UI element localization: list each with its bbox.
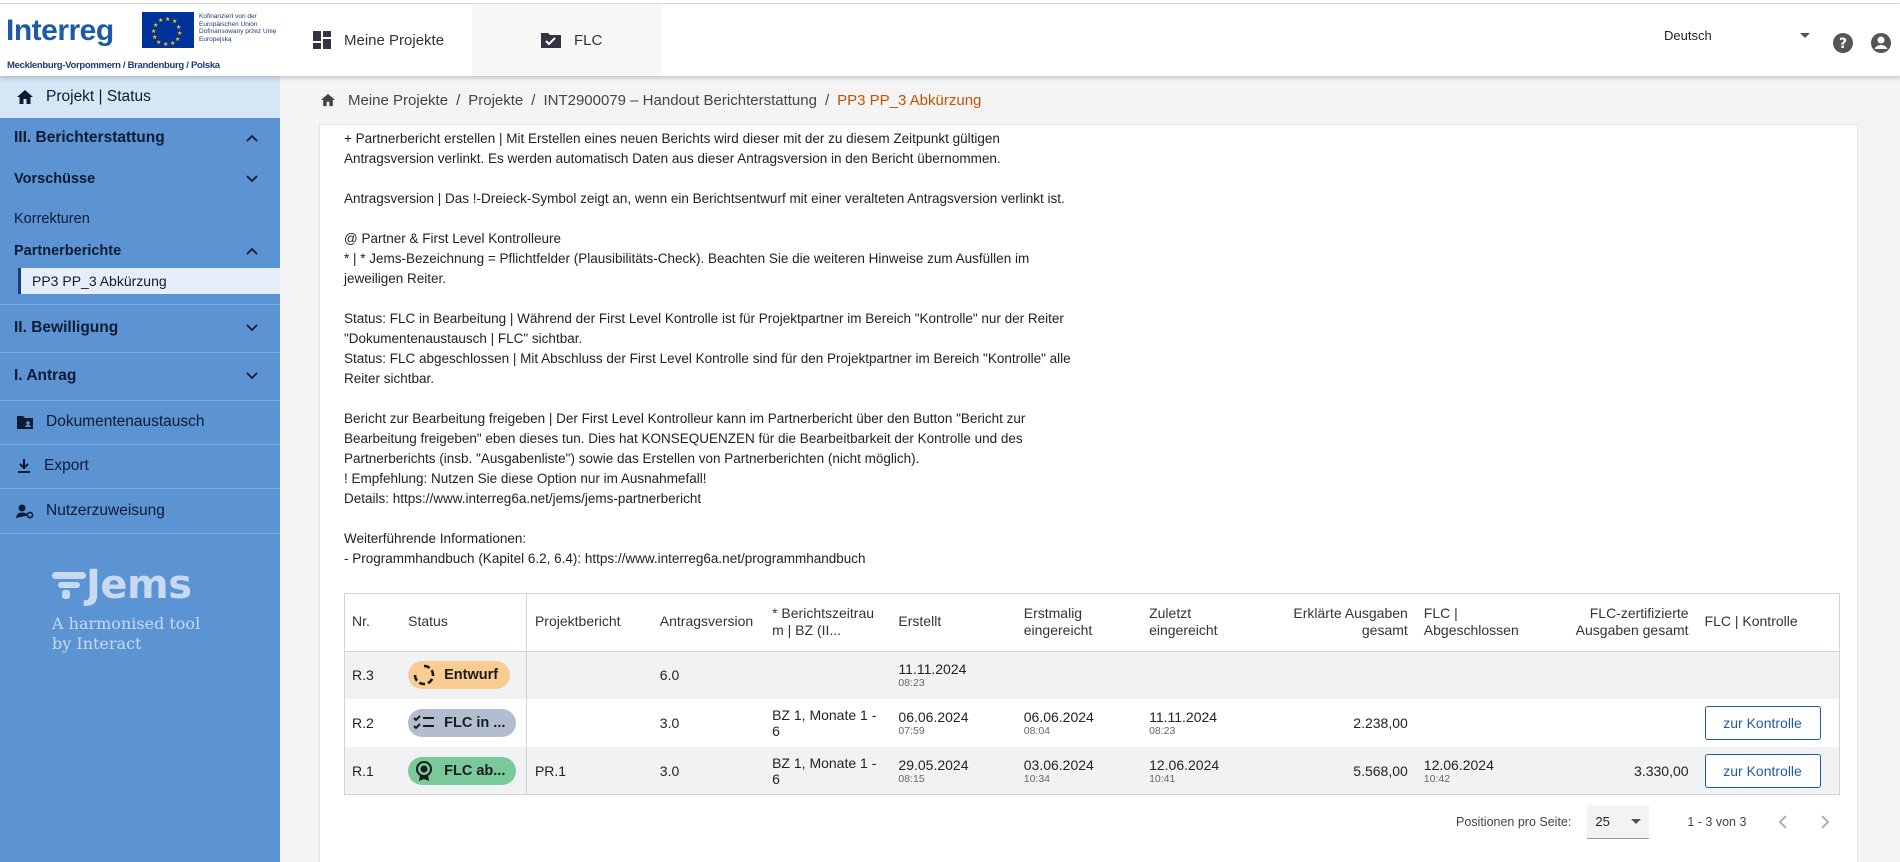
sidebar-item-label: III. Berichterstattung <box>14 129 165 146</box>
cell-first-submitted <box>1016 699 1141 747</box>
jems-logo <box>52 562 200 654</box>
cell-version: 6.0 <box>652 651 764 699</box>
table-row[interactable] <box>344 747 1840 795</box>
next-page-icon[interactable] <box>1820 815 1830 829</box>
language-value: Deutsch <box>1664 27 1712 43</box>
status-badge <box>408 757 516 785</box>
cell-flc-control <box>1697 747 1840 795</box>
cell-created <box>890 651 1015 699</box>
table-row[interactable] <box>344 651 1840 699</box>
home-icon[interactable] <box>320 93 336 107</box>
language-select[interactable] <box>1664 22 1816 48</box>
col-header-flc-certified[interactable]: FLC-zertifizierte Ausgaben gesamt <box>1546 593 1696 651</box>
divider <box>0 533 280 534</box>
info-line: Weiterführende Informationen: <box>344 531 527 546</box>
col-header-first-submitted[interactable]: Erstmalig eingereicht <box>1016 593 1141 651</box>
time: 07:59 <box>898 725 925 737</box>
info-line: "Dokumentenaustausch | FLC" sichtbar. <box>344 331 583 346</box>
jems-wordmark: Jems <box>86 562 192 608</box>
cell-report: PR.1 <box>526 747 651 795</box>
chevron-down-icon <box>246 372 258 380</box>
chevron-down-icon <box>246 175 258 183</box>
cell-status <box>400 651 526 699</box>
sidebar-section-application[interactable] <box>0 353 280 399</box>
nav-tab-flc[interactable] <box>472 4 662 76</box>
date: 03.06.2024 <box>1023 757 1094 773</box>
dashboard-icon <box>312 30 332 50</box>
sidebar-item-label: Export <box>44 457 89 474</box>
info-line: Antragsversion | Das !-Dreieck-Symbol zeigt an, wenn ein Berichtsentwurf mit einer veralteten Antragsversion verlinkt ist. <box>344 191 1065 206</box>
folder-shared-icon <box>16 415 34 430</box>
date: 11.11.2024 <box>1149 709 1218 725</box>
cell-nr: R.2 <box>344 699 400 747</box>
info-line: @ Partner & First Level Kontrolleure <box>344 231 562 246</box>
table-row[interactable] <box>344 699 1840 747</box>
col-header-last-submitted[interactable]: Zuletzt eingereicht <box>1141 593 1265 651</box>
cell-declared: 5.568,00 <box>1265 747 1415 795</box>
cell-created <box>890 699 1015 747</box>
chevron-up-icon <box>246 247 258 255</box>
chevron-down-icon <box>1800 33 1810 38</box>
breadcrumb-link-my-projects[interactable]: Meine Projekte <box>348 91 449 109</box>
cell-period: BZ 1, Monate 1 - 6 <box>764 699 890 747</box>
breadcrumb-separator: / <box>824 91 830 109</box>
jems-logo-icon <box>52 570 86 600</box>
info-line: + Partnerbericht erstellen | Mit Erstellen eines neuen Berichts wird dieser mit der zu diesem Zeitpunkt gültigen <box>344 131 1000 146</box>
user-gear-icon <box>16 503 34 519</box>
cell-period: BZ 1, Monate 1 - 6 <box>764 747 890 795</box>
eu-flag-icon: ★ ★ ★ ★ ★ ★ ★ ★ ★ ★ ★ ★ <box>142 12 194 48</box>
cell-declared: 2.238,00 <box>1265 699 1415 747</box>
sidebar-item-label: Projekt | Status <box>46 88 151 105</box>
date: 11.11.2024 <box>898 661 967 678</box>
sidebar-item-export[interactable] <box>0 445 280 487</box>
download-icon <box>16 458 32 474</box>
breadcrumb-link-projects[interactable]: Projekte <box>468 91 524 109</box>
open-control-button[interactable]: zur Kontrolle <box>1705 754 1821 788</box>
help-icon[interactable] <box>1832 32 1854 57</box>
sidebar-item-selected-partner[interactable]: PP3 PP_3 Abkürzung <box>18 268 280 294</box>
info-line: Details: https://www.interreg6a.net/jems/jems-partnerbericht <box>344 491 702 506</box>
info-line: Status: FLC in Bearbeitung | Während der First Level Kontrolle ist für Projektpartner im Bereich "Kontrolle" nur der Reiter <box>344 311 1064 326</box>
date: 12.06.2024 <box>1149 757 1220 773</box>
chevron-down-icon <box>1631 819 1641 824</box>
sidebar-item-partner-reports[interactable] <box>0 236 280 266</box>
nav-tab-my-projects-label: Meine Projekte <box>344 31 445 49</box>
sidebar-item-label: Dokumentenaustausch <box>46 413 205 430</box>
previous-page-icon[interactable] <box>1778 815 1788 829</box>
date: 06.06.2024 <box>898 709 969 725</box>
open-control-button[interactable]: zur Kontrolle <box>1705 706 1821 740</box>
col-header-report[interactable]: Projektbericht <box>526 593 651 651</box>
cell-last-submitted <box>1141 651 1265 699</box>
cell-first-submitted <box>1016 747 1141 795</box>
sidebar-section-reporting[interactable] <box>0 120 280 156</box>
time: 10:34 <box>1023 773 1051 785</box>
col-header-flc-done[interactable]: FLC | Abgeschlossen <box>1416 593 1546 651</box>
home-icon <box>16 89 34 105</box>
sidebar-item-label: II. Bewilligung <box>14 319 119 336</box>
certificate-icon <box>412 759 436 783</box>
chevron-up-icon <box>246 134 258 142</box>
account-icon[interactable] <box>1870 32 1892 57</box>
cell-created <box>890 747 1015 795</box>
cell-last-submitted <box>1141 699 1265 747</box>
info-line: * | * Jems-Bezeichnung = Pflichtfelder (Plausibilitäts-Check). Beachten Sie die weiteren Hinweise zum Ausfüllen im <box>344 251 1030 266</box>
page-range: 1 - 3 von 3 <box>1687 815 1747 829</box>
col-header-flc-control: FLC | Kontrolle <box>1697 593 1840 651</box>
cell-flc-control <box>1697 651 1840 699</box>
col-header-declared[interactable]: Erklärte Ausgaben gesamt <box>1265 593 1415 651</box>
partner-reports-table <box>344 593 1840 795</box>
cell-flc-done <box>1416 651 1546 699</box>
sidebar-item-documents[interactable] <box>0 401 280 443</box>
cell-flc-control <box>1697 699 1840 747</box>
info-line: ! Empfehlung: Nutzen Sie diese Option nur im Ausnahmefall! <box>344 471 707 486</box>
status-label: Entwurf <box>444 667 499 684</box>
time: 08:23 <box>1149 725 1176 737</box>
paginator <box>1456 801 1846 843</box>
date: 06.06.2024 <box>1023 709 1094 725</box>
breadcrumb-current: PP3 PP_3 Abkürzung <box>837 91 982 109</box>
info-line: Partnerberichts (insb. "Ausgabenliste") sowie das Erstellen von Partnerberichten (nicht möglich). <box>344 451 920 466</box>
logo-wordmark: Interreg <box>6 14 114 47</box>
sidebar <box>0 76 280 862</box>
time: 08:15 <box>898 773 925 785</box>
col-header-nr[interactable]: Nr. <box>344 593 400 651</box>
sidebar-item-user-assignment[interactable] <box>0 489 280 533</box>
page-size-label: Positionen pro Seite: <box>1456 815 1572 829</box>
sidebar-item-label: I. Antrag <box>14 367 77 384</box>
svg-text:?: ? <box>1838 36 1848 52</box>
cell-declared <box>1265 651 1415 699</box>
time: 10:42 <box>1423 773 1451 785</box>
cell-last-submitted <box>1141 747 1265 795</box>
status-badge <box>408 709 516 737</box>
cell-flc-done <box>1416 747 1546 795</box>
status-badge <box>408 661 510 689</box>
sidebar-item-project-status[interactable] <box>0 76 280 118</box>
cell-status <box>400 747 526 795</box>
cell-version: 3.0 <box>652 699 764 747</box>
cell-report <box>526 699 651 747</box>
checklist-icon <box>412 711 436 735</box>
cell-flc-certified <box>1546 699 1696 747</box>
folder-check-icon <box>540 31 562 49</box>
sidebar-item-label: Korrekturen <box>14 211 90 227</box>
cell-status <box>400 699 526 747</box>
breadcrumb-link-project[interactable]: INT2900079 – Handout Berichterstattung <box>543 91 817 109</box>
interreg-logo <box>6 8 276 74</box>
breadcrumb <box>280 76 1900 124</box>
info-line: jeweiligen Reiter. <box>344 271 447 286</box>
col-header-period[interactable]: * Berichtszeitraum | BZ (II... <box>764 593 890 651</box>
breadcrumb-separator: / <box>531 91 536 109</box>
sidebar-item-corrections[interactable] <box>0 204 280 234</box>
breadcrumb-separator: / <box>456 91 461 109</box>
main-content <box>319 124 1858 862</box>
program-region: Mecklenburg-Vorpommern / Brandenburg / Polska <box>7 60 220 71</box>
nav-tab-flc-label: FLC <box>574 31 603 49</box>
info-line: Antragsversion verlinkt. Es werden automatisch Daten aus dieser Antragsversion in den Bericht übernommen. <box>344 151 1001 166</box>
sidebar-item-label: Partnerberichte <box>14 243 122 259</box>
cell-flc-certified <box>1546 651 1696 699</box>
cell-report <box>526 651 651 699</box>
time: 08:23 <box>898 677 925 690</box>
col-header-version[interactable]: Antragsversion <box>652 593 764 651</box>
date: 29.05.2024 <box>898 757 969 773</box>
jems-tagline-2: by Interact <box>52 634 142 653</box>
status-label: FLC ab... <box>444 763 506 779</box>
info-line: - Programmhandbuch (Kapitel 6.2, 6.4): https://www.interreg6a.net/programmhandbuch <box>344 551 866 566</box>
info-line: Reiter sichtbar. <box>344 371 435 386</box>
date: 12.06.2024 <box>1423 757 1494 773</box>
table-header-row <box>344 593 1840 651</box>
chevron-down-icon <box>246 324 258 332</box>
info-line: Bearbeitung freigeben" eben dieses tun. Dies hat KONSEQUENZEN für die Bearbeitbarkeit der Kontrolle und des <box>344 431 1023 446</box>
sidebar-section-approval[interactable] <box>0 305 280 351</box>
info-text <box>344 129 1244 569</box>
nav-tab-my-projects[interactable] <box>292 4 462 76</box>
col-header-status[interactable]: Status <box>400 593 526 651</box>
eu-cofinancing-text: Kofinanziert von der Europäischen Union Dofinansowany przez Unię Europejską <box>199 13 277 43</box>
page-size-value: 25 <box>1595 814 1610 829</box>
cell-flc-certified: 3.330,00 <box>1546 747 1696 795</box>
app-header <box>0 4 1900 76</box>
sidebar-item-label: Nutzerzuweisung <box>46 502 165 519</box>
cell-version: 3.0 <box>652 747 764 795</box>
info-line: Status: FLC abgeschlossen | Mit Abschluss der First Level Kontrolle sind für den Projektpartner im Bereich "Kontrolle" alle <box>344 351 1071 366</box>
cell-nr: R.3 <box>344 651 400 699</box>
time: 08:04 <box>1023 725 1051 737</box>
sidebar-item-label: Vorschüsse <box>14 171 96 187</box>
cell-flc-done <box>1416 699 1546 747</box>
col-header-created[interactable]: Erstellt <box>890 593 1015 651</box>
page-size-select[interactable] <box>1587 805 1649 839</box>
cell-nr: R.1 <box>344 747 400 795</box>
draft-icon <box>412 663 436 687</box>
info-line: Bericht zur Bearbeitung freigeben | Der First Level Kontrolleur kann im Partnerbericht über den Button "Bericht zur <box>344 411 1026 426</box>
jems-tagline-1: A harmonised tool <box>52 614 201 633</box>
cell-first-submitted <box>1016 651 1141 699</box>
cell-period <box>764 651 890 699</box>
status-label: FLC in ... <box>444 715 506 731</box>
time: 10:41 <box>1149 773 1176 785</box>
sidebar-item-advances[interactable] <box>0 164 280 194</box>
